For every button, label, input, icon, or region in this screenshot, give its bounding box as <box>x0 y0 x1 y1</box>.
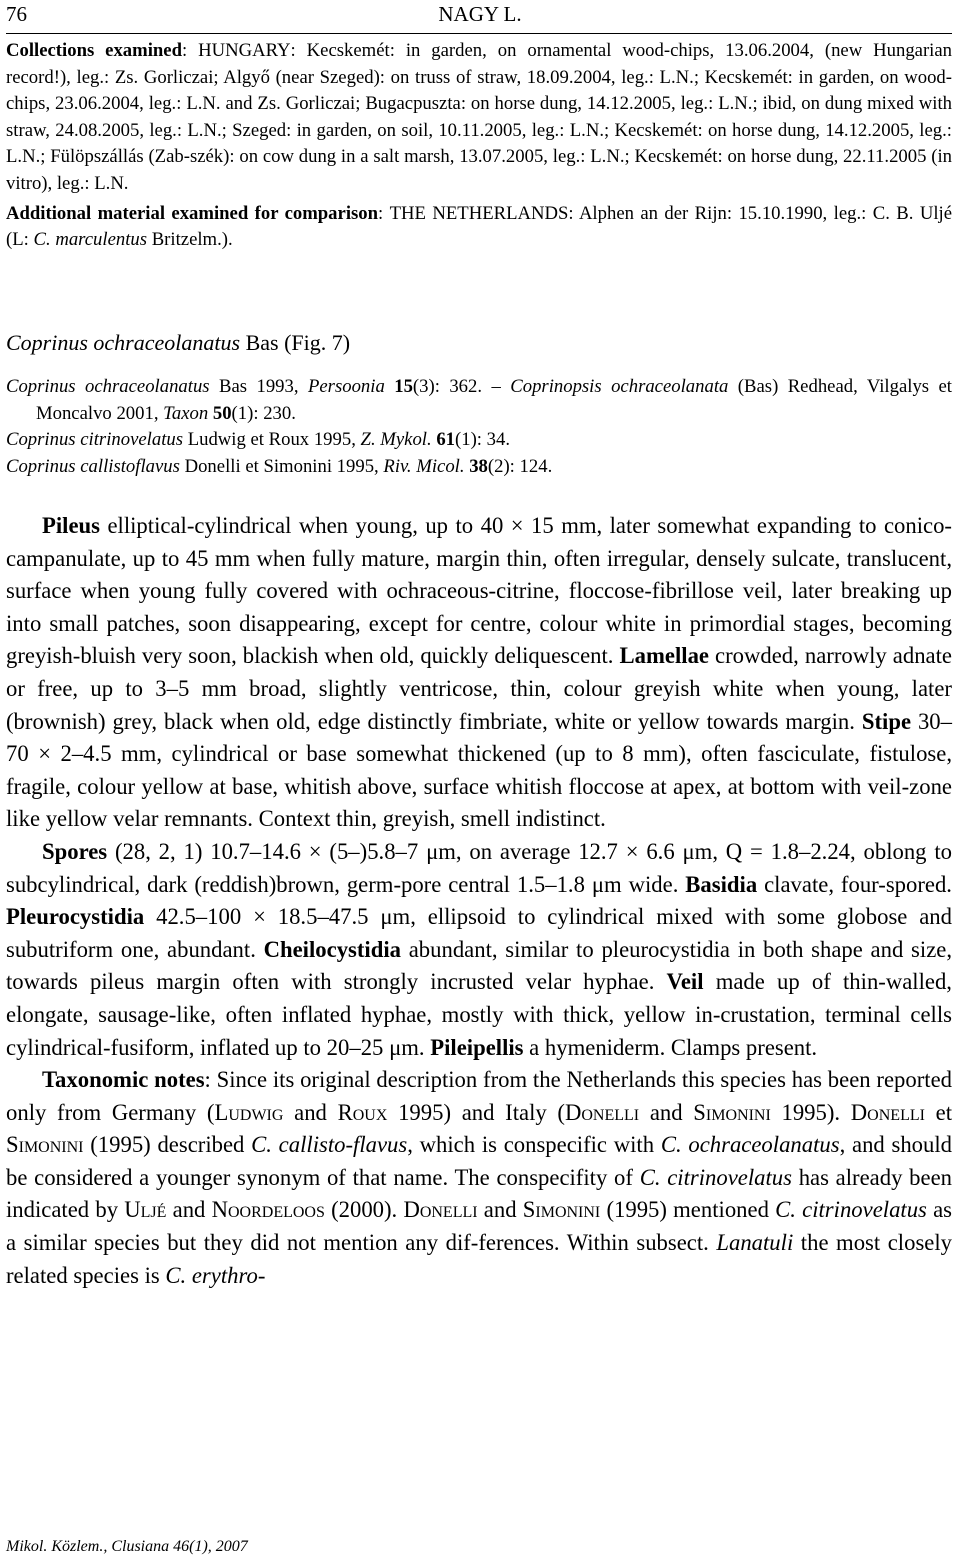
species-author: Bas (Fig. 7) <box>240 330 351 355</box>
author-name: Roux <box>337 1099 388 1125</box>
text-run: crowded, narrowly adnate or free, up to 3–5 mm broad, slightly ventricose, thin, colour greyish white when young, later (brownish) grey, black when old, edge distinctly fimbriate, white or yellow towards margin. <box>6 643 952 734</box>
bold-term: Basidia <box>685 871 758 897</box>
text-run: (1995) mentioned <box>600 1197 776 1223</box>
text-run: elliptical-cylindrical when young, up to 40 × 15 mm, later somewhat expanding to conico-campanulate, up to 45 mm when fully mature, margin thin, often irregular, densely sulcate, translucent, surface when young fully covered with ochraceous-citrine, floccose-fibrillose veil, later breaking up into small patches, soon disappearing, except for centre, colour white in primordial stages, becoming greyish-bluish very soon, blackish when old, quickly deliquescent. <box>6 513 952 669</box>
author-name: Donelli <box>850 1099 925 1125</box>
author-name: Noordeloos <box>211 1197 325 1223</box>
bold-term: 15 <box>394 376 413 397</box>
description-micro-paragraph <box>6 836 952 1064</box>
author-name: Simonini <box>522 1197 601 1223</box>
synonym-entry <box>6 374 952 427</box>
italic-term: Taxon <box>163 402 209 424</box>
author-name: Donelli <box>403 1197 478 1223</box>
text-run: and <box>166 1197 212 1223</box>
description-macro-paragraph <box>6 510 952 836</box>
italic-term: Coprinus ochraceolanatus <box>6 376 210 397</box>
text-run: , and should be considered a younger synonym of that name. The conspecifity of <box>6 1132 953 1190</box>
text-run: has already been indicated by <box>6 1164 952 1223</box>
text-run: : Since its original description from the Netherlands this species has been reported only from Germany ( <box>6 1067 952 1125</box>
text-run: made up of thin-walled, elongate, sausage-like, often inflated hyphae, mostly with thick, yellow in-crustation, terminal cells cylindrical-fusiform, inflated up to 20–25 μm. <box>6 969 952 1060</box>
bold-term: Pileus <box>42 513 100 538</box>
collections-label: Collections examined <box>6 40 182 61</box>
text-run: (3): 362. – <box>412 376 511 397</box>
species-description <box>6 510 952 1292</box>
bold-term: Taxonomic notes <box>42 1067 205 1093</box>
text-run: 30–70 × 2–4.5 mm, cylindrical or base somewhat thickened (up to 8 mm), often fasciculate, fistulose, fragile, colour yellow at base, whitish above, surface whitish floccose at apex, at bottom with veil-zone like yellow velar remnants. Context thin, greyish, smell indistinct. <box>6 708 952 832</box>
species-name: Coprinus ochraceolanatus <box>6 330 241 355</box>
bold-term: Lamellae <box>619 643 709 669</box>
italic-term: Persoonia <box>307 376 385 397</box>
author-name: Simonini <box>6 1132 84 1158</box>
italic-term: C. ochraceolanatus <box>660 1132 840 1158</box>
bold-term: 61 <box>436 429 456 450</box>
additional-species: C. marculentus <box>33 229 148 251</box>
collections-text: : Kecskemét: in garden, on ornamental wood-chips, 13.06.2004, (new Hungarian record!), leg.: Zs. Gorliczai; Algyő (near Szeged): on truss of straw, 18.09.2004, leg.: L.N.; Kecskemét: in garden, on wood-chips, 23.06.2004, leg.: L.N. and Zs. Gorliczai; Bugacpuszta: on horse dung, 14.12.2005, leg.: L.N.; ibid, on dung mixed with straw, 24.08.2005, leg.: L.N.; Szeged: in garden, on soil, 10.11.2005, leg.: L.N.; Kecskemét: on horse dung, 14.12.2005, leg.: L.N.; Fülöpszállás (Zab-szék): on cow dung in a salt marsh, 13.07.2005, leg.: L.N.; Kecskemét: on horse dung, 22.11.2005 (in vitro), leg.: L.N. <box>6 40 953 194</box>
text-run: (1995) described <box>83 1132 252 1158</box>
italic-term: Coprinus citrinovelatus <box>6 429 184 450</box>
species-heading <box>6 328 350 358</box>
text-run: and <box>477 1197 523 1223</box>
text-run: (Bas) Redhead, Vilgalys et Moncalvo 2001, <box>36 376 952 424</box>
text-run: and <box>639 1099 694 1125</box>
text-run: (28, 2, 1) 10.7–14.6 × (5–)5.8–7 μm, on average 12.7 × 6.6 μm, Q = 1.8–2.24, oblong to subcylindrical, dark (reddish)brown, germ-pore central 1.5–1.8 μm wide. <box>6 838 952 897</box>
text-run: as a similar species but they did not mention any dif-ferences. Within subsect. <box>6 1197 952 1256</box>
text-run: 1995). <box>770 1099 851 1125</box>
bold-term: Spores <box>42 838 108 864</box>
italic-term: Coprinopsis ochraceolanata <box>510 376 729 397</box>
text-run: (1): 230. <box>231 402 296 424</box>
text-run: a hymeniderm. Clamps present. <box>523 1034 818 1060</box>
bold-term: Veil <box>666 969 704 995</box>
bold-term: Pleurocystidia <box>6 904 145 930</box>
bold-term: Cheilocystidia <box>263 936 401 962</box>
italic-term: Coprinus callistoflavus <box>6 455 180 477</box>
running-head <box>6 2 954 30</box>
text-run: 1995) and Italy ( <box>387 1099 565 1125</box>
text-run <box>385 376 394 397</box>
synonym-list <box>6 374 952 480</box>
text-run: et <box>924 1099 953 1125</box>
italic-term: C. citrinovelatus <box>639 1164 792 1190</box>
italic-term: Lanatuli <box>716 1230 794 1256</box>
additional-label: Additional material examined for comparison <box>6 202 379 224</box>
bold-term: 38 <box>469 455 488 477</box>
text-run: Bas 1993, <box>209 376 308 397</box>
text-run: (2): 124. <box>487 455 553 477</box>
collections-country: HUNGARY <box>198 40 291 61</box>
collections-section <box>6 38 952 254</box>
italic-term: Z. Mykol. <box>360 429 432 450</box>
footer-citation: Mikol. Közlem., Clusiana 46(1), 2007 <box>6 1538 248 1555</box>
text-run: the most closely related species is <box>6 1230 952 1288</box>
bold-term: 50 <box>212 402 232 424</box>
synonym-entry <box>6 427 952 454</box>
author-name: Uljé <box>124 1197 167 1223</box>
text-run: abundant, similar to pleurocystidia in both shape and size, towards pileus margin often with strongly incrusted velar hyphae. <box>6 936 953 995</box>
author-name: Donelli <box>564 1099 640 1125</box>
running-title: NAGY L. <box>438 2 522 26</box>
additional-text: : Alphen an der Rijn: 15.10.1990, leg.: C. B. Uljé (L: <box>6 202 952 251</box>
bold-term: Pileipellis <box>430 1034 524 1060</box>
author-name: Simonini <box>693 1099 771 1125</box>
italic-term: C. callisto-flavus <box>251 1132 408 1158</box>
text-run: Donelli et Simonini 1995, <box>179 455 384 477</box>
italic-term: C. erythro- <box>165 1262 266 1288</box>
additional-country: THE NETHERLANDS <box>389 202 569 224</box>
header-rule <box>6 33 952 34</box>
text-run: Ludwig et Roux 1995, <box>183 429 361 450</box>
additional-material: Additional material examined for comparison: THE NETHERLANDS: Alphen an der Rijn: 15.10.1990, leg.: C. B. Uljé (L: C. marculentus Britzelm.). <box>6 202 952 251</box>
text-run: clavate, four-spored. <box>757 871 952 897</box>
synonym-entry <box>6 454 952 481</box>
bold-term: Stipe <box>861 708 912 734</box>
collections-examined: Collections examined: HUNGARY: Kecskemét: in garden, on ornamental wood-chips, 13.06.2004, (new Hungarian record!), leg.: Zs. Gorliczai; Algyő (near Szeged): on truss of straw, 18.09.2004, leg.: L.N.; Kecskemét: in garden, on wood-chips, 23.06.2004, leg.: L.N. and Zs. Gorliczai; Bugacpuszta: on horse dung, 14.12.2005, leg.: L.N.; ibid, on dung mixed with straw, 24.08.2005, leg.: L.N.; Szeged: in garden, on soil, 10.11.2005, leg.: L.N.; Kecskemét: on horse dung, 14.12.2005, leg.: L.N.; Fülöpszállás (Zab-szék): on cow dung in a salt marsh, 13.07.2005, leg.: L.N.; Kecskemét: on horse dung, 22.11.2005 (in vitro), leg.: L.N. <box>6 40 953 194</box>
author-name: Ludwig <box>214 1099 284 1125</box>
text-run: 42.5–100 × 18.5–47.5 μm, ellipsoid to cylindrical mixed with some globose and subutriform one, abundant. <box>6 904 952 962</box>
additional-end: Britzelm.). <box>147 229 233 251</box>
text-run: and <box>283 1099 338 1125</box>
text-run: (2000). <box>324 1197 404 1223</box>
italic-term: Riv. Micol. <box>383 455 465 477</box>
page-number: 76 <box>6 2 27 26</box>
taxonomic-notes-paragraph <box>6 1064 952 1292</box>
text-run: , which is conspecific with <box>407 1132 661 1158</box>
italic-term: C. citrinovelatus <box>775 1197 927 1223</box>
text-run: (1): 34. <box>455 429 511 450</box>
